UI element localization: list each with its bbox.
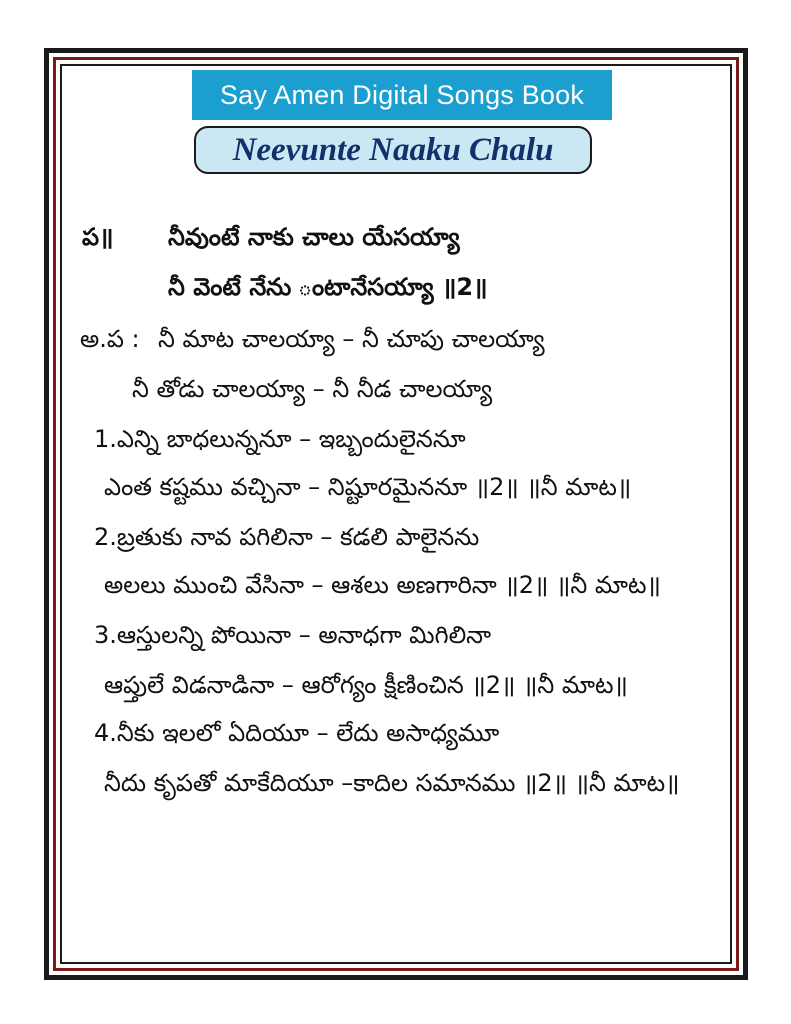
page-border-middle (53, 57, 739, 971)
verse-4-line-1: 4.నీకు ఇలలో ఏదియూ – లేదు అసాధ్యమూ (94, 719, 500, 747)
anupallavi-line-2: నీ తోడు చాలయ్యా – నీ నీడ చాలయ్యా (132, 375, 493, 403)
verse-3-line-2: ఆప్తులే విడనాడినా – ఆరోగ్యం క్షీణించిన ॥2॥ ॥నీ మాట॥ (104, 671, 628, 699)
verse-2-line-2: అలలు ముంచి వేసినా – ఆశలు అణగారినా ॥2॥ ॥నీ మాట॥ (104, 571, 661, 599)
verse-1-line-1: 1.ఎన్ని బాధలున్ననూ – ఇబ్బందులైననూ (94, 425, 466, 453)
book-title-banner: Say Amen Digital Songs Book (192, 70, 612, 120)
verse-2-line-1: 2.బ్రతుకు నావ పగిలినా – కడలి పాలైనను (94, 523, 480, 551)
verse-3-line-1: 3.ఆస్తులన్ని పోయినా – అనాధగా మిగిలినా (94, 621, 492, 649)
page-border-inner (60, 64, 732, 964)
verse-1-line-2: ఎంత కష్టము వచ్చినా – నిష్టూరమైననూ ॥2॥ ॥నీ మాట॥ (104, 473, 632, 501)
pallavi-label: ప॥ (82, 223, 114, 251)
song-title: Neevunte Naaku Chalu (194, 126, 592, 174)
verse-4-line-2: నీదు కృపతో మాకేదియూ –కాదిల సమానము ॥2॥ ॥నీ మాట॥ (104, 769, 680, 797)
anupallavi-line-1: నీ మాట చాలయ్యా – నీ చూపు చాలయ్యా (158, 325, 545, 353)
pallavi-line-2: నీ వెంటే నేను ంటానేసయ్యా ॥2॥ (168, 273, 488, 301)
pallavi-line-1: నీవుంటే నాకు చాలు యేసయ్యా (168, 223, 460, 251)
anupallavi-label: అ.ప : (80, 325, 140, 353)
page-border (44, 48, 748, 980)
